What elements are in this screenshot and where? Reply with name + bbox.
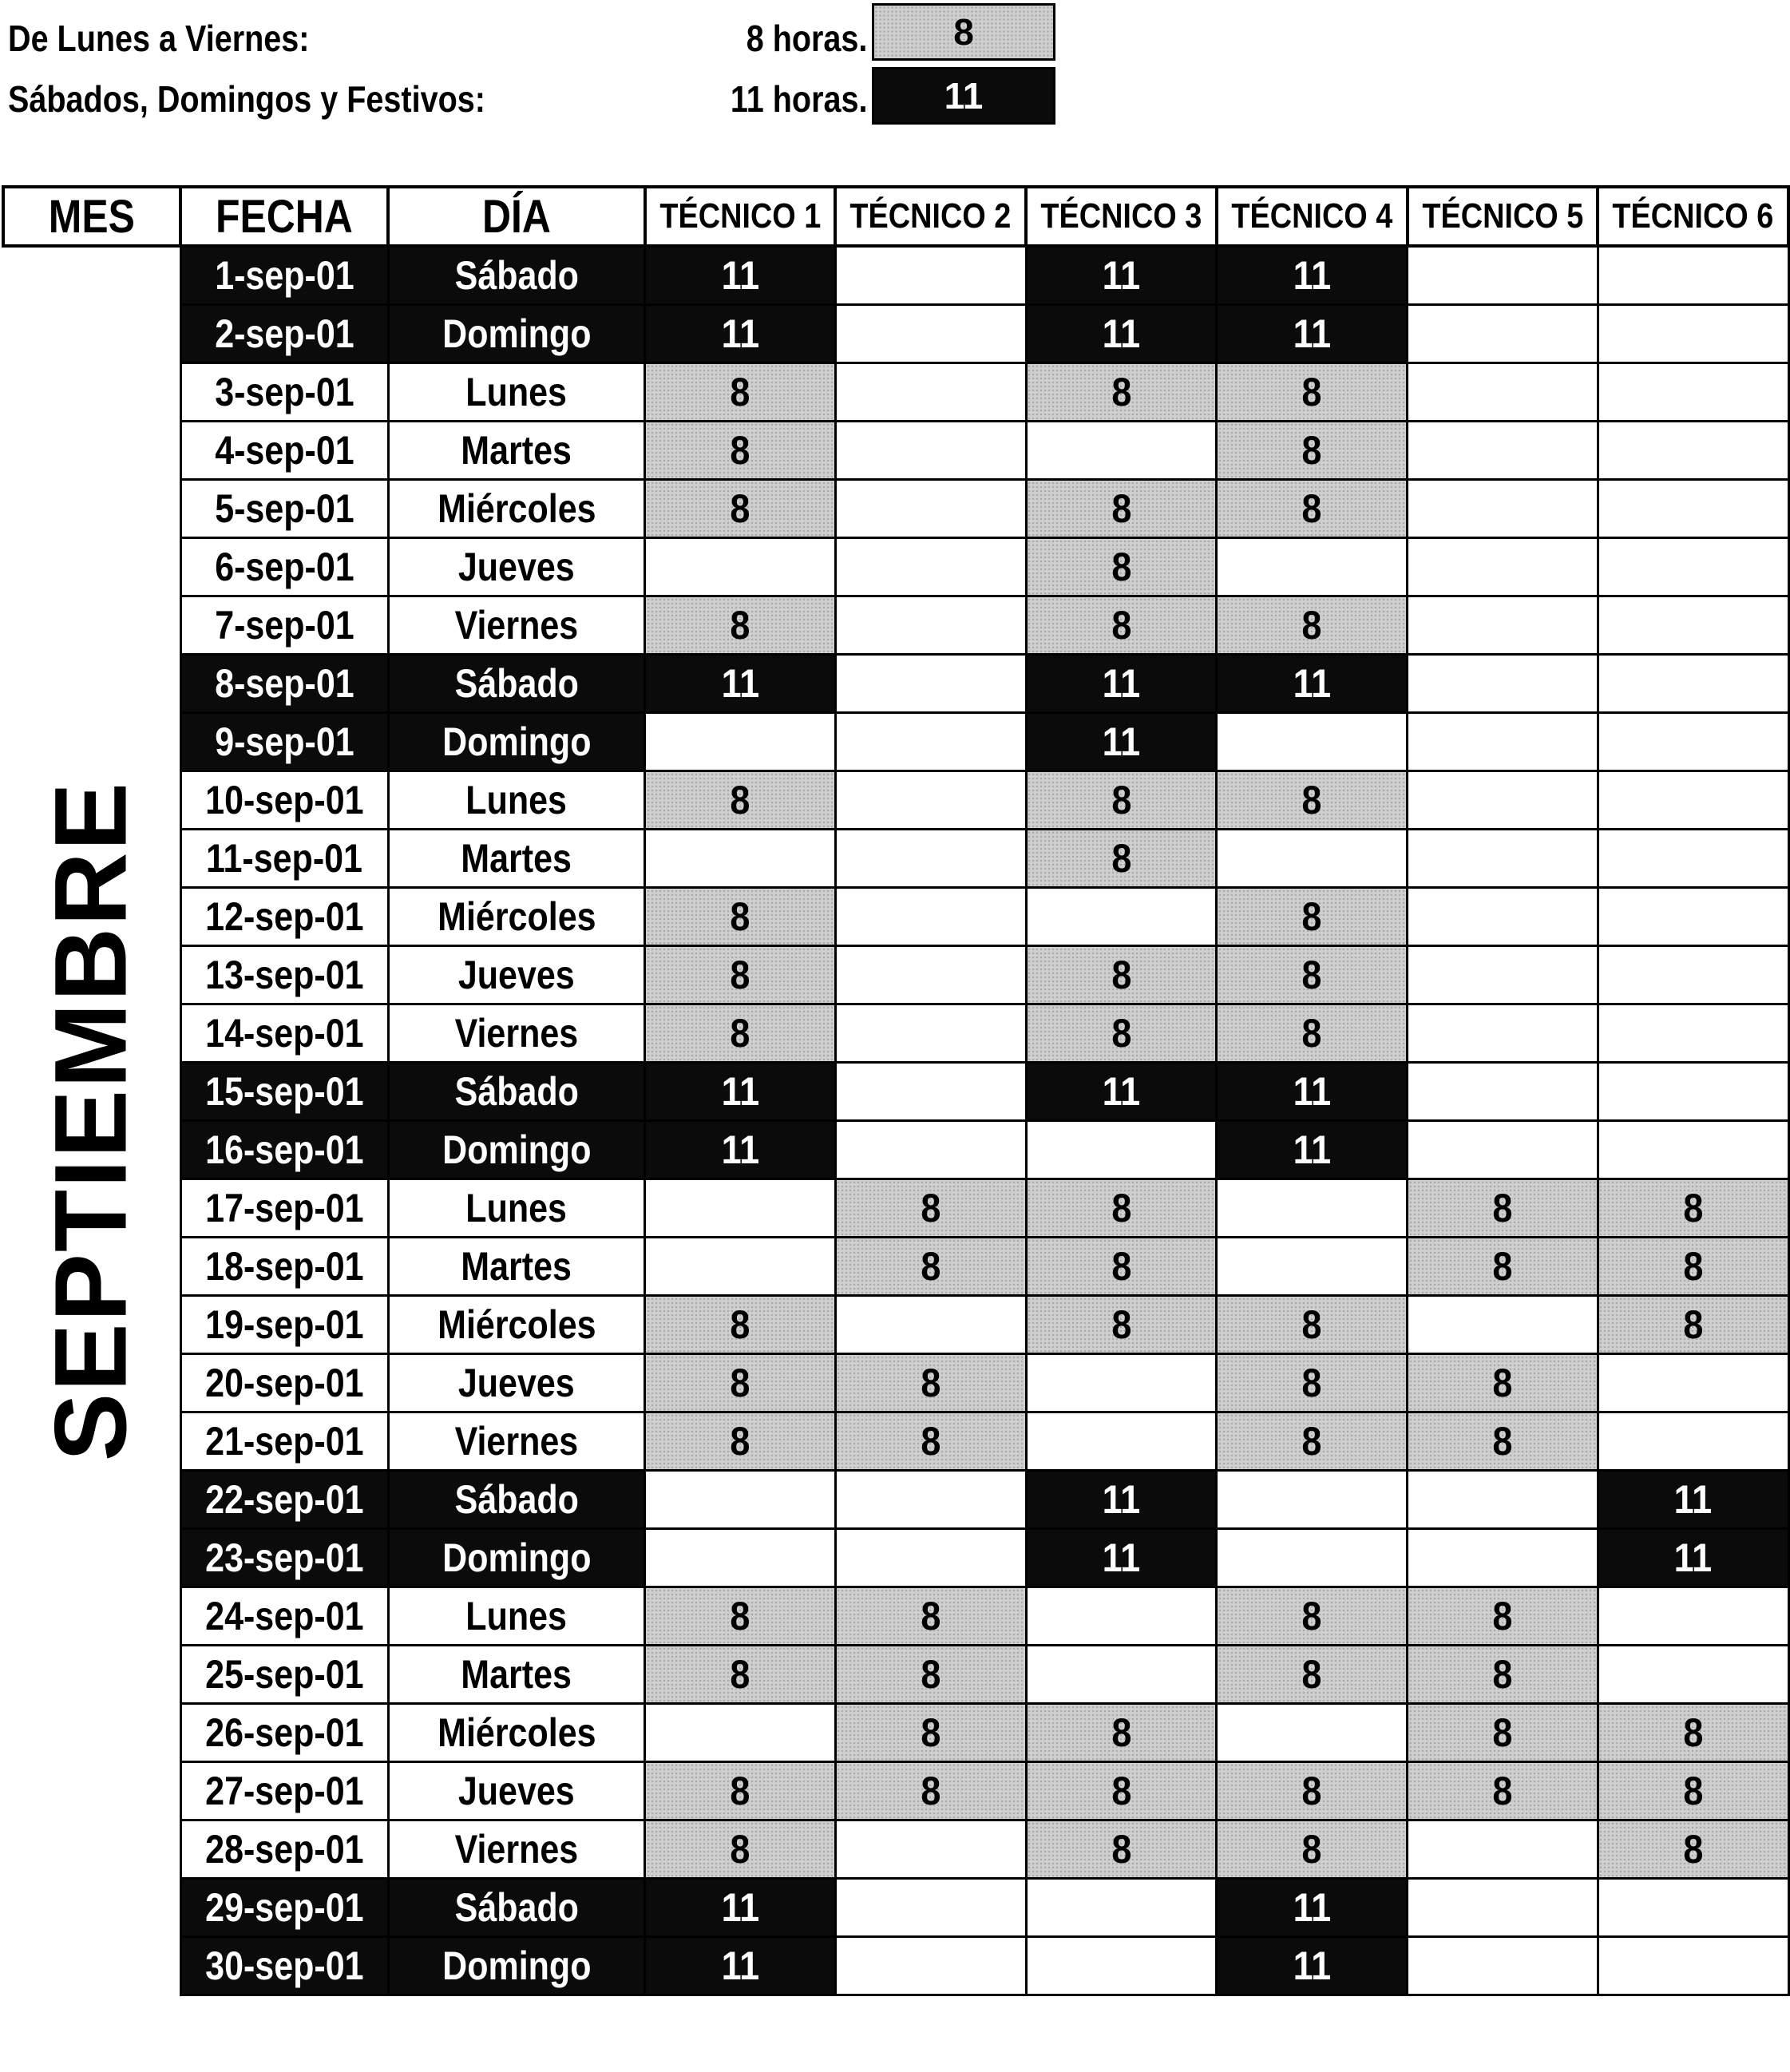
hours-cell-tecnico-1: 11 <box>645 1063 836 1121</box>
table-row <box>3 1762 1788 1820</box>
hours-cell-tecnico-1: 8 <box>645 1762 836 1820</box>
day-cell: Viernes <box>388 1004 645 1063</box>
date-cell: 22-sep-01 <box>180 1471 388 1529</box>
hours-cell-tecnico-5 <box>1408 1296 1598 1354</box>
hours-cell-tecnico-3: 8 <box>1026 1762 1217 1820</box>
hours-cell-tecnico-3: 8 <box>1026 480 1217 538</box>
hours-cell-tecnico-3: 8 <box>1026 1704 1217 1762</box>
hours-cell-tecnico-1: 8 <box>645 596 836 655</box>
hours-cell-tecnico-6: 8 <box>1598 1238 1788 1296</box>
hours-cell-tecnico-2 <box>835 246 1026 305</box>
hours-cell-tecnico-4: 8 <box>1217 946 1408 1004</box>
hours-cell-tecnico-1 <box>645 713 836 771</box>
table-row <box>3 655 1788 713</box>
hours-cell-tecnico-3 <box>1026 1412 1217 1471</box>
hours-cell-tecnico-3: 11 <box>1026 1063 1217 1121</box>
hours-cell-tecnico-5 <box>1408 830 1598 888</box>
date-cell: 13-sep-01 <box>180 946 388 1004</box>
hours-cell-tecnico-5 <box>1408 946 1598 1004</box>
hours-cell-tecnico-4: 11 <box>1217 1063 1408 1121</box>
date-cell: 23-sep-01 <box>180 1529 388 1587</box>
hours-cell-tecnico-3 <box>1026 1879 1217 1937</box>
hours-cell-tecnico-6 <box>1598 888 1788 946</box>
hours-cell-tecnico-3 <box>1026 1121 1217 1179</box>
table-row <box>3 1179 1788 1238</box>
hours-cell-tecnico-5 <box>1408 888 1598 946</box>
day-cell: Miércoles <box>388 1704 645 1762</box>
hours-cell-tecnico-3: 8 <box>1026 1238 1217 1296</box>
hours-cell-tecnico-3: 8 <box>1026 1296 1217 1354</box>
hours-cell-tecnico-2 <box>835 1004 1026 1063</box>
hours-cell-tecnico-6 <box>1598 422 1788 480</box>
hours-cell-tecnico-1: 8 <box>645 363 836 422</box>
hours-cell-tecnico-1: 8 <box>645 946 836 1004</box>
date-cell: 15-sep-01 <box>180 1063 388 1121</box>
schedule-body <box>3 246 1788 1995</box>
hours-cell-tecnico-5: 8 <box>1408 1587 1598 1646</box>
hours-cell-tecnico-5 <box>1408 1879 1598 1937</box>
hours-cell-tecnico-4 <box>1217 713 1408 771</box>
table-row <box>3 1063 1788 1121</box>
hours-cell-tecnico-3: 8 <box>1026 1179 1217 1238</box>
legend-weekday-label: De Lunes a Viernes: <box>8 18 310 59</box>
day-cell: Sábado <box>388 1471 645 1529</box>
legend: De Lunes a Viernes: 8 horas. 8 Sábados, Domingos y Festivos: 11 horas. 11 <box>0 0 1118 136</box>
hours-cell-tecnico-1: 8 <box>645 1587 836 1646</box>
hours-cell-tecnico-2 <box>835 1529 1026 1587</box>
hours-cell-tecnico-1: 11 <box>645 1937 836 1995</box>
hours-cell-tecnico-2 <box>835 713 1026 771</box>
legend-weekend-swatch: 11 <box>872 67 1055 125</box>
table-row <box>3 1004 1788 1063</box>
table-row <box>3 1121 1788 1179</box>
hours-cell-tecnico-3 <box>1026 1354 1217 1412</box>
hours-cell-tecnico-5: 8 <box>1408 1412 1598 1471</box>
hours-cell-tecnico-1: 8 <box>645 771 836 830</box>
hours-cell-tecnico-2: 8 <box>835 1587 1026 1646</box>
date-cell: 14-sep-01 <box>180 1004 388 1063</box>
hours-cell-tecnico-4: 8 <box>1217 1296 1408 1354</box>
hours-cell-tecnico-2: 8 <box>835 1646 1026 1704</box>
hours-cell-tecnico-3: 8 <box>1026 830 1217 888</box>
hours-cell-tecnico-2 <box>835 538 1026 596</box>
hours-cell-tecnico-5 <box>1408 713 1598 771</box>
date-cell: 26-sep-01 <box>180 1704 388 1762</box>
hours-cell-tecnico-2 <box>835 1296 1026 1354</box>
hours-cell-tecnico-5 <box>1408 1820 1598 1879</box>
date-cell: 8-sep-01 <box>180 655 388 713</box>
header-tecnico-2: TÉCNICO 2 <box>835 187 1026 246</box>
hours-cell-tecnico-5 <box>1408 1121 1598 1179</box>
day-cell: Sábado <box>388 246 645 305</box>
hours-cell-tecnico-4: 8 <box>1217 596 1408 655</box>
hours-cell-tecnico-4 <box>1217 1238 1408 1296</box>
date-cell: 18-sep-01 <box>180 1238 388 1296</box>
hours-cell-tecnico-3: 11 <box>1026 655 1217 713</box>
hours-cell-tecnico-6 <box>1598 1354 1788 1412</box>
day-cell: Jueves <box>388 1354 645 1412</box>
table-row <box>3 1529 1788 1587</box>
hours-cell-tecnico-3: 11 <box>1026 713 1217 771</box>
table-row <box>3 1354 1788 1412</box>
table-row <box>3 888 1788 946</box>
hours-cell-tecnico-6: 8 <box>1598 1179 1788 1238</box>
hours-cell-tecnico-3: 8 <box>1026 538 1217 596</box>
table-row <box>3 305 1788 363</box>
hours-cell-tecnico-4: 8 <box>1217 363 1408 422</box>
hours-cell-tecnico-1: 8 <box>645 1646 836 1704</box>
hours-cell-tecnico-2 <box>835 596 1026 655</box>
day-cell: Jueves <box>388 538 645 596</box>
table-row <box>3 1296 1788 1354</box>
day-cell: Viernes <box>388 596 645 655</box>
hours-cell-tecnico-3 <box>1026 422 1217 480</box>
hours-cell-tecnico-6: 8 <box>1598 1296 1788 1354</box>
hours-cell-tecnico-4: 11 <box>1217 655 1408 713</box>
hours-cell-tecnico-4: 8 <box>1217 1762 1408 1820</box>
hours-cell-tecnico-6 <box>1598 946 1788 1004</box>
day-cell: Martes <box>388 1238 645 1296</box>
hours-cell-tecnico-4 <box>1217 538 1408 596</box>
table-row <box>3 480 1788 538</box>
legend-weekday-swatch: 8 <box>872 3 1055 61</box>
hours-cell-tecnico-3: 11 <box>1026 1471 1217 1529</box>
hours-cell-tecnico-4: 8 <box>1217 1820 1408 1879</box>
hours-cell-tecnico-4: 11 <box>1217 1121 1408 1179</box>
table-row <box>3 596 1788 655</box>
hours-cell-tecnico-1: 8 <box>645 422 836 480</box>
hours-cell-tecnico-4 <box>1217 1179 1408 1238</box>
day-cell: Jueves <box>388 946 645 1004</box>
header-row <box>3 187 1788 246</box>
hours-cell-tecnico-2: 8 <box>835 1238 1026 1296</box>
hours-cell-tecnico-6 <box>1598 1646 1788 1704</box>
header-tecnico-3: TÉCNICO 3 <box>1026 187 1217 246</box>
date-cell: 20-sep-01 <box>180 1354 388 1412</box>
hours-cell-tecnico-2: 8 <box>835 1762 1026 1820</box>
hours-cell-tecnico-3: 8 <box>1026 946 1217 1004</box>
hours-cell-tecnico-1 <box>645 830 836 888</box>
hours-cell-tecnico-5 <box>1408 480 1598 538</box>
legend-weekend-label: Sábados, Domingos y Festivos: <box>8 78 485 120</box>
hours-cell-tecnico-2 <box>835 1937 1026 1995</box>
table-row <box>3 538 1788 596</box>
hours-cell-tecnico-4 <box>1217 1471 1408 1529</box>
hours-cell-tecnico-5: 8 <box>1408 1646 1598 1704</box>
date-cell: 17-sep-01 <box>180 1179 388 1238</box>
hours-cell-tecnico-5 <box>1408 1937 1598 1995</box>
hours-cell-tecnico-5: 8 <box>1408 1238 1598 1296</box>
hours-cell-tecnico-5 <box>1408 1471 1598 1529</box>
hours-cell-tecnico-2 <box>835 363 1026 422</box>
hours-cell-tecnico-3: 8 <box>1026 1820 1217 1879</box>
hours-cell-tecnico-1 <box>645 1471 836 1529</box>
table-row <box>3 422 1788 480</box>
date-cell: 24-sep-01 <box>180 1587 388 1646</box>
day-cell: Martes <box>388 1646 645 1704</box>
date-cell: 29-sep-01 <box>180 1879 388 1937</box>
hours-cell-tecnico-1: 11 <box>645 305 836 363</box>
hours-cell-tecnico-2 <box>835 1471 1026 1529</box>
hours-cell-tecnico-4: 8 <box>1217 1354 1408 1412</box>
day-cell: Domingo <box>388 713 645 771</box>
hours-cell-tecnico-5 <box>1408 246 1598 305</box>
day-cell: Domingo <box>388 1121 645 1179</box>
hours-cell-tecnico-1: 11 <box>645 1879 836 1937</box>
date-cell: 7-sep-01 <box>180 596 388 655</box>
date-cell: 2-sep-01 <box>180 305 388 363</box>
header-tecnico-6: TÉCNICO 6 <box>1598 187 1788 246</box>
header-tecnico-4: TÉCNICO 4 <box>1217 187 1408 246</box>
day-cell: Viernes <box>388 1820 645 1879</box>
hours-cell-tecnico-6 <box>1598 771 1788 830</box>
month-label: SEPTIEMBRE <box>34 781 149 1462</box>
hours-cell-tecnico-1: 11 <box>645 1121 836 1179</box>
date-cell: 1-sep-01 <box>180 246 388 305</box>
hours-cell-tecnico-6 <box>1598 1063 1788 1121</box>
hours-cell-tecnico-3: 11 <box>1026 1529 1217 1587</box>
hours-cell-tecnico-6: 11 <box>1598 1529 1788 1587</box>
hours-cell-tecnico-6 <box>1598 1937 1788 1995</box>
hours-cell-tecnico-4 <box>1217 1704 1408 1762</box>
hours-cell-tecnico-2: 8 <box>835 1412 1026 1471</box>
date-cell: 10-sep-01 <box>180 771 388 830</box>
hours-cell-tecnico-6 <box>1598 538 1788 596</box>
schedule-table <box>2 185 1790 1996</box>
hours-cell-tecnico-2 <box>835 1121 1026 1179</box>
hours-cell-tecnico-2 <box>835 771 1026 830</box>
hours-cell-tecnico-1 <box>645 1179 836 1238</box>
date-cell: 30-sep-01 <box>180 1937 388 1995</box>
hours-cell-tecnico-5: 8 <box>1408 1762 1598 1820</box>
table-row <box>3 1937 1788 1995</box>
hours-cell-tecnico-4: 11 <box>1217 305 1408 363</box>
day-cell: Sábado <box>388 655 645 713</box>
hours-cell-tecnico-2 <box>835 946 1026 1004</box>
month-label-cell <box>3 246 180 1995</box>
date-cell: 19-sep-01 <box>180 1296 388 1354</box>
hours-cell-tecnico-6 <box>1598 305 1788 363</box>
hours-cell-tecnico-1 <box>645 1529 836 1587</box>
day-cell: Domingo <box>388 305 645 363</box>
date-cell: 3-sep-01 <box>180 363 388 422</box>
day-cell: Lunes <box>388 363 645 422</box>
day-cell: Martes <box>388 830 645 888</box>
hours-cell-tecnico-1: 11 <box>645 246 836 305</box>
hours-cell-tecnico-6 <box>1598 246 1788 305</box>
hours-cell-tecnico-2 <box>835 480 1026 538</box>
hours-cell-tecnico-6 <box>1598 830 1788 888</box>
hours-cell-tecnico-1: 11 <box>645 655 836 713</box>
hours-cell-tecnico-6 <box>1598 1587 1788 1646</box>
hours-cell-tecnico-5 <box>1408 1063 1598 1121</box>
hours-cell-tecnico-4 <box>1217 830 1408 888</box>
hours-cell-tecnico-2 <box>835 888 1026 946</box>
hours-cell-tecnico-5 <box>1408 1529 1598 1587</box>
hours-cell-tecnico-3: 8 <box>1026 363 1217 422</box>
day-cell: Domingo <box>388 1937 645 1995</box>
day-cell: Domingo <box>388 1529 645 1587</box>
table-row <box>3 1238 1788 1296</box>
table-row <box>3 946 1788 1004</box>
day-cell: Lunes <box>388 1179 645 1238</box>
hours-cell-tecnico-2 <box>835 1063 1026 1121</box>
day-cell: Sábado <box>388 1063 645 1121</box>
hours-cell-tecnico-1: 8 <box>645 1820 836 1879</box>
hours-cell-tecnico-2: 8 <box>835 1354 1026 1412</box>
hours-cell-tecnico-4: 8 <box>1217 888 1408 946</box>
hours-cell-tecnico-3: 11 <box>1026 305 1217 363</box>
hours-cell-tecnico-6 <box>1598 1121 1788 1179</box>
hours-cell-tecnico-4: 11 <box>1217 1937 1408 1995</box>
hours-cell-tecnico-5 <box>1408 305 1598 363</box>
header-tecnico-1: TÉCNICO 1 <box>645 187 836 246</box>
date-cell: 6-sep-01 <box>180 538 388 596</box>
day-cell: Martes <box>388 422 645 480</box>
day-cell: Jueves <box>388 1762 645 1820</box>
table-row <box>3 1879 1788 1937</box>
table-row <box>3 363 1788 422</box>
hours-cell-tecnico-3 <box>1026 888 1217 946</box>
hours-cell-tecnico-5 <box>1408 422 1598 480</box>
hours-cell-tecnico-3 <box>1026 1646 1217 1704</box>
day-cell: Viernes <box>388 1412 645 1471</box>
table-row <box>3 1412 1788 1471</box>
hours-cell-tecnico-5 <box>1408 771 1598 830</box>
hours-cell-tecnico-1 <box>645 538 836 596</box>
hours-cell-tecnico-6 <box>1598 713 1788 771</box>
hours-cell-tecnico-4: 11 <box>1217 246 1408 305</box>
date-cell: 11-sep-01 <box>180 830 388 888</box>
hours-cell-tecnico-2 <box>835 830 1026 888</box>
hours-cell-tecnico-5 <box>1408 363 1598 422</box>
hours-cell-tecnico-2 <box>835 1820 1026 1879</box>
date-cell: 25-sep-01 <box>180 1646 388 1704</box>
table-row <box>3 246 1788 305</box>
hours-cell-tecnico-4: 11 <box>1217 1879 1408 1937</box>
hours-cell-tecnico-2 <box>835 655 1026 713</box>
date-cell: 21-sep-01 <box>180 1412 388 1471</box>
hours-cell-tecnico-1 <box>645 1704 836 1762</box>
date-cell: 12-sep-01 <box>180 888 388 946</box>
hours-cell-tecnico-6 <box>1598 480 1788 538</box>
hours-cell-tecnico-1: 8 <box>645 1354 836 1412</box>
table-row <box>3 1704 1788 1762</box>
hours-cell-tecnico-4: 8 <box>1217 422 1408 480</box>
hours-cell-tecnico-6 <box>1598 1412 1788 1471</box>
hours-cell-tecnico-4: 8 <box>1217 1587 1408 1646</box>
hours-cell-tecnico-6 <box>1598 655 1788 713</box>
day-cell: Miércoles <box>388 1296 645 1354</box>
header-mes: MES <box>3 187 180 246</box>
date-cell: 9-sep-01 <box>180 713 388 771</box>
hours-cell-tecnico-4: 8 <box>1217 1412 1408 1471</box>
hours-cell-tecnico-5 <box>1408 655 1598 713</box>
hours-cell-tecnico-5 <box>1408 596 1598 655</box>
hours-cell-tecnico-1: 8 <box>645 480 836 538</box>
hours-cell-tecnico-1: 8 <box>645 1004 836 1063</box>
date-cell: 27-sep-01 <box>180 1762 388 1820</box>
hours-cell-tecnico-1: 8 <box>645 888 836 946</box>
hours-cell-tecnico-4: 8 <box>1217 771 1408 830</box>
hours-cell-tecnico-6 <box>1598 596 1788 655</box>
hours-cell-tecnico-5 <box>1408 538 1598 596</box>
hours-cell-tecnico-1: 8 <box>645 1412 836 1471</box>
hours-cell-tecnico-1 <box>645 1238 836 1296</box>
hours-cell-tecnico-6 <box>1598 1879 1788 1937</box>
hours-cell-tecnico-4: 8 <box>1217 480 1408 538</box>
date-cell: 4-sep-01 <box>180 422 388 480</box>
table-row <box>3 1820 1788 1879</box>
hours-cell-tecnico-5: 8 <box>1408 1704 1598 1762</box>
day-cell: Lunes <box>388 1587 645 1646</box>
table-row <box>3 830 1788 888</box>
hours-cell-tecnico-6: 8 <box>1598 1820 1788 1879</box>
table-row <box>3 1471 1788 1529</box>
hours-cell-tecnico-5 <box>1408 1004 1598 1063</box>
day-cell: Miércoles <box>388 480 645 538</box>
hours-cell-tecnico-4: 8 <box>1217 1646 1408 1704</box>
hours-cell-tecnico-6 <box>1598 363 1788 422</box>
hours-cell-tecnico-3: 8 <box>1026 596 1217 655</box>
hours-cell-tecnico-2 <box>835 1879 1026 1937</box>
date-cell: 28-sep-01 <box>180 1820 388 1879</box>
date-cell: 5-sep-01 <box>180 480 388 538</box>
day-cell: Sábado <box>388 1879 645 1937</box>
hours-cell-tecnico-5: 8 <box>1408 1354 1598 1412</box>
hours-cell-tecnico-1: 8 <box>645 1296 836 1354</box>
header-fecha: FECHA <box>180 187 388 246</box>
hours-cell-tecnico-4 <box>1217 1529 1408 1587</box>
hours-cell-tecnico-3: 8 <box>1026 771 1217 830</box>
day-cell: Lunes <box>388 771 645 830</box>
day-cell: Miércoles <box>388 888 645 946</box>
hours-cell-tecnico-5: 8 <box>1408 1179 1598 1238</box>
hours-cell-tecnico-6: 8 <box>1598 1704 1788 1762</box>
hours-cell-tecnico-2: 8 <box>835 1704 1026 1762</box>
hours-cell-tecnico-2: 8 <box>835 1179 1026 1238</box>
header-dia: DÍA <box>388 187 645 246</box>
hours-cell-tecnico-3: 11 <box>1026 246 1217 305</box>
table-row <box>3 1646 1788 1704</box>
hours-cell-tecnico-6: 8 <box>1598 1762 1788 1820</box>
table-row <box>3 771 1788 830</box>
header-tecnico-5: TÉCNICO 5 <box>1408 187 1598 246</box>
hours-cell-tecnico-6 <box>1598 1004 1788 1063</box>
date-cell: 16-sep-01 <box>180 1121 388 1179</box>
hours-cell-tecnico-2 <box>835 422 1026 480</box>
table-row <box>3 713 1788 771</box>
hours-cell-tecnico-2 <box>835 305 1026 363</box>
hours-cell-tecnico-3 <box>1026 1587 1217 1646</box>
hours-cell-tecnico-3: 8 <box>1026 1004 1217 1063</box>
table-row <box>3 1587 1788 1646</box>
hours-cell-tecnico-3 <box>1026 1937 1217 1995</box>
hours-cell-tecnico-6: 11 <box>1598 1471 1788 1529</box>
hours-cell-tecnico-4: 8 <box>1217 1004 1408 1063</box>
